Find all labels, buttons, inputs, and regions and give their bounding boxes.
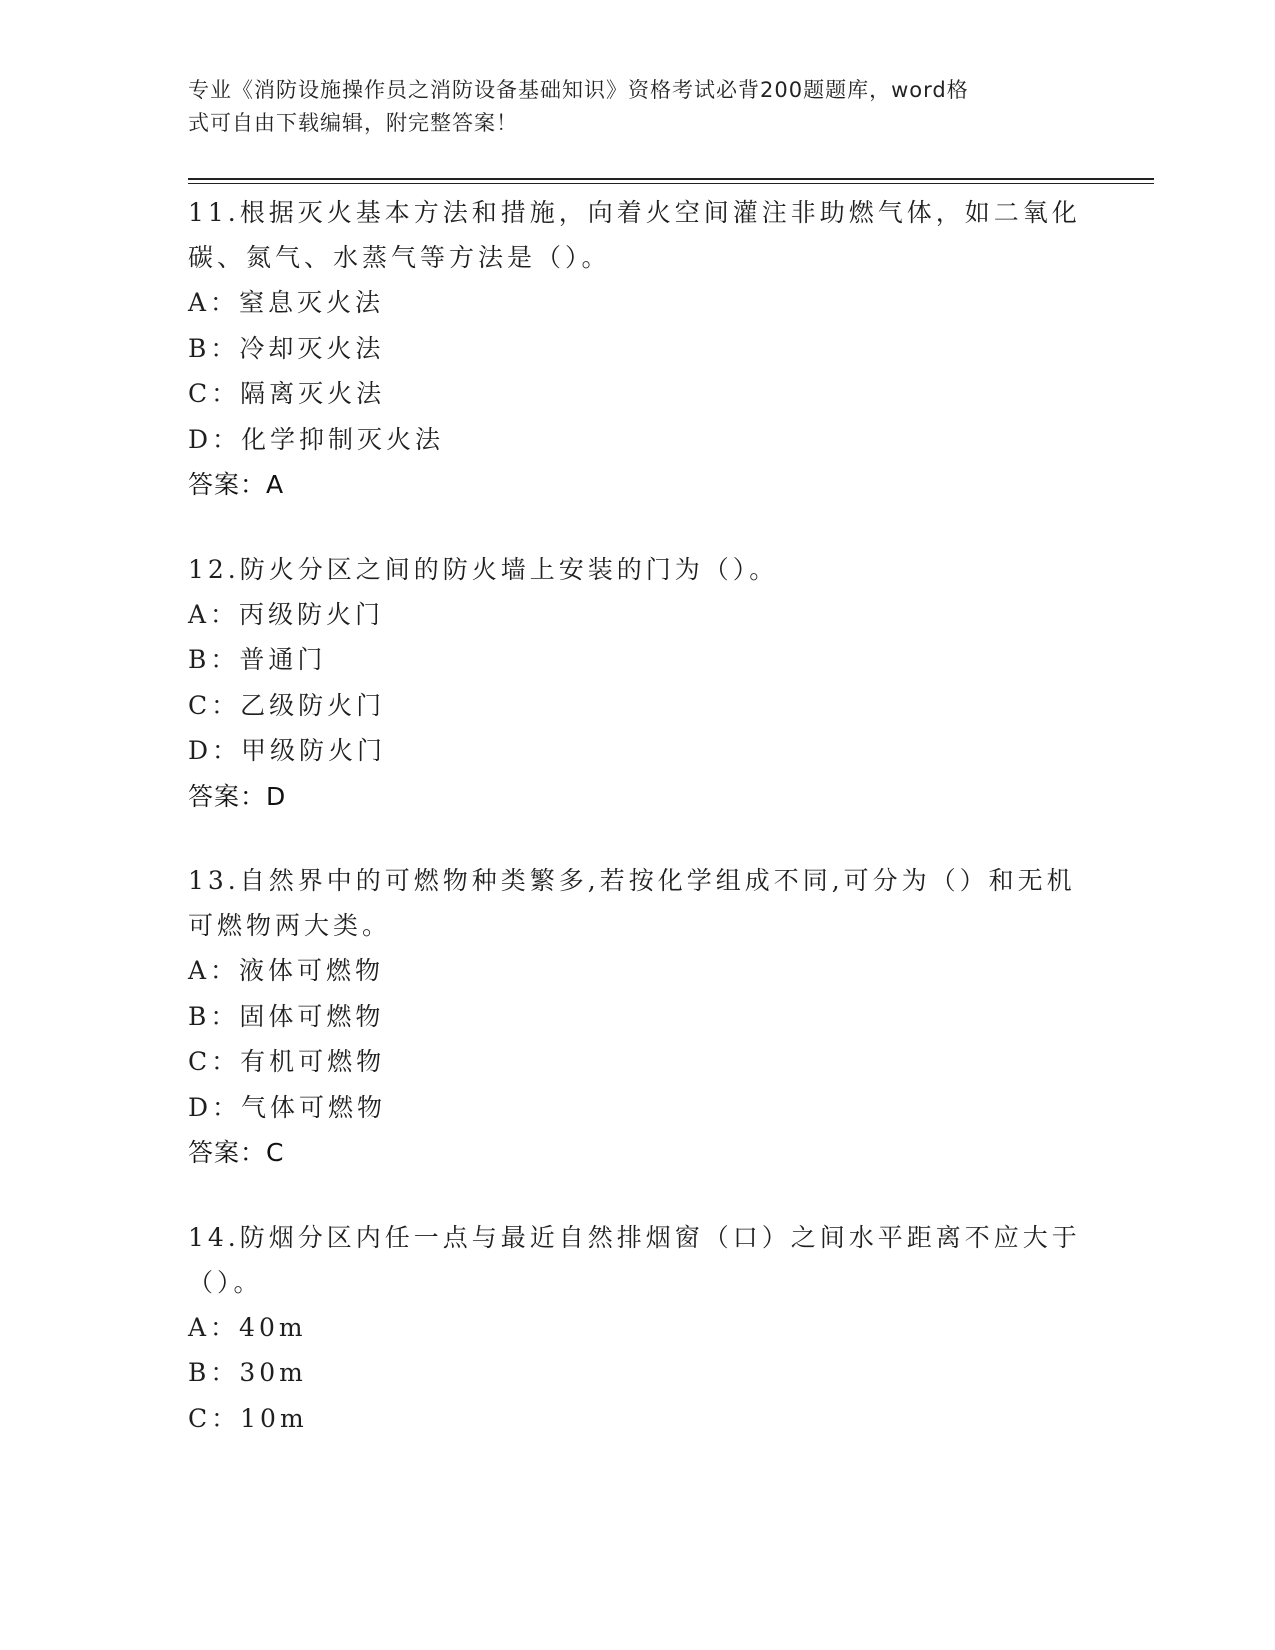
question-stem-line: 碳、氮气、水蒸气等方法是（）。 <box>188 243 611 272</box>
question-12 <box>188 547 1088 820</box>
header-line-2: 式可自由下载编辑，附完整答案！ <box>188 111 518 135</box>
document-header <box>188 74 1068 140</box>
question-stem <box>188 1215 1088 1305</box>
option-a: A：液体可燃物 <box>188 956 385 985</box>
option-d: D：化学抑制灭火法 <box>188 424 445 454</box>
question-14 <box>188 1215 1088 1442</box>
question-stem <box>188 190 1088 280</box>
option-a: A：40m <box>188 1312 307 1342</box>
question-stem <box>188 858 1088 948</box>
option-c: C：有机可燃物 <box>188 1047 386 1076</box>
question-stem-line: 12.防火分区之间的防火墙上安装的门为（）。 <box>188 554 779 584</box>
question-stem <box>188 547 1088 592</box>
option-b: B：固体可燃物 <box>188 1001 385 1031</box>
option-d: D：气体可燃物 <box>188 1092 387 1122</box>
option-c: C：乙级防火门 <box>188 690 386 720</box>
answer: 答案：C <box>188 1138 285 1167</box>
question-list <box>188 190 1088 1480</box>
option-c: C：隔离灭火法 <box>188 379 386 408</box>
question-stem-line: 13.自然界中的可燃物种类繁多,若按化学组成不同,可分为（）和无机 <box>188 866 1076 895</box>
option-a: A：丙级防火门 <box>188 599 385 629</box>
option-d: D：甲级防火门 <box>188 736 387 765</box>
question-13 <box>188 858 1088 1176</box>
option-c: C：10m <box>188 1403 308 1433</box>
option-b: B：冷却灭火法 <box>188 333 385 363</box>
option-b: B：30m <box>188 1358 307 1387</box>
answer: 答案：D <box>188 781 287 811</box>
header-divider-thin <box>188 183 1154 184</box>
question-stem-line: 可燃物两大类。 <box>188 911 392 940</box>
answer: 答案：A <box>188 470 285 499</box>
question-stem-line: （）。 <box>188 1267 263 1297</box>
option-b: B：普通门 <box>188 645 327 674</box>
header-divider-thick <box>188 178 1154 180</box>
question-stem-line: 14.防烟分区内任一点与最近自然排烟窗（口）之间水平距离不应大于 <box>188 1222 1081 1252</box>
option-a: A：窒息灭火法 <box>188 288 385 317</box>
header-line-1: 专业《消防设施操作员之消防设备基础知识》资格考试必背200题题库，word格 <box>188 78 969 102</box>
question-stem-line: 11.根据灭火基本方法和措施，向着火空间灌注非助燃气体，如二氧化 <box>188 198 1081 227</box>
question-11 <box>188 190 1088 508</box>
